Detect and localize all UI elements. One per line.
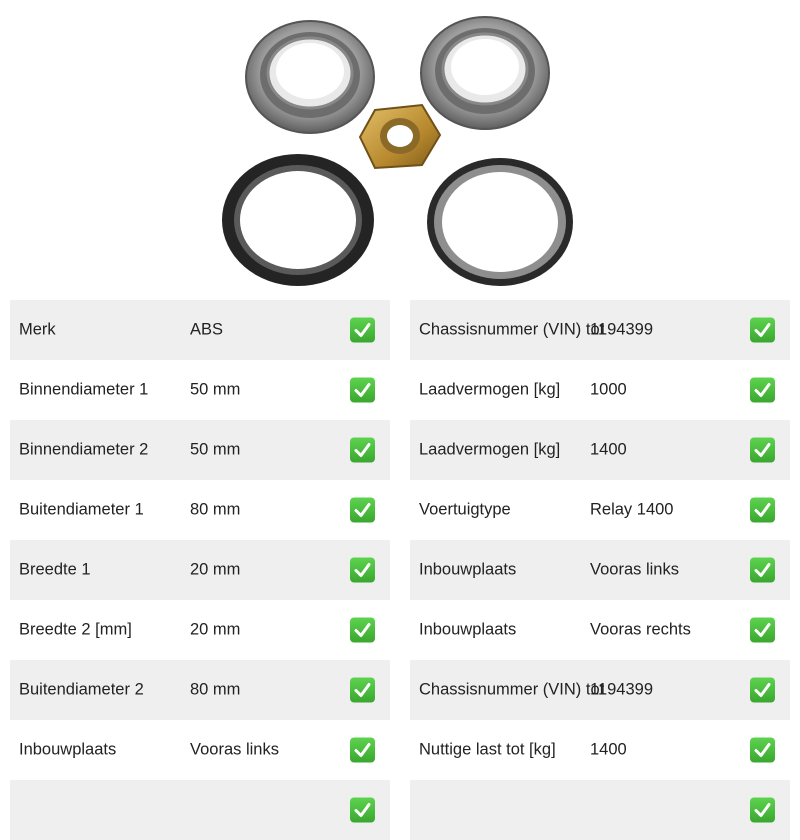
check-icon [350,798,375,823]
seal-left [222,154,374,286]
check-icon [750,558,775,583]
spec-row [410,420,790,480]
check-icon [750,498,775,523]
spec-table-left [10,300,390,840]
check-icon [350,558,375,583]
spec-label: Nuttige last tot [kg] [419,740,556,759]
spec-row [10,600,390,660]
spec-row [10,780,390,840]
check-icon [750,618,775,643]
check-icon [750,738,775,763]
spec-value: Vooras links [190,740,279,759]
check-icon [750,678,775,703]
spec-label: Breedte 2 [mm] [19,620,132,639]
check-icon [350,738,375,763]
spec-row [410,540,790,600]
spec-row [410,360,790,420]
spec-label: Chassisnummer (VIN) tot [419,320,605,339]
spec-row [10,720,390,780]
spec-row [10,540,390,600]
check-icon [350,438,375,463]
seal-right [427,158,573,286]
check-icon [750,318,775,343]
spec-value: 1000 [590,380,627,399]
spec-row [410,780,790,840]
spec-value: Relay 1400 [590,500,674,519]
spec-value: 50 mm [190,380,241,399]
spec-value: 1400 [590,440,627,459]
spec-value: 20 mm [190,560,241,579]
spec-row [10,660,390,720]
bearing-left [246,21,374,133]
product-image [200,5,600,290]
bearing-right [421,17,549,129]
spec-label: Laadvermogen [kg] [419,440,561,459]
spec-value: Vooras rechts [590,620,691,639]
spec-label: Breedte 1 [19,560,91,579]
check-icon [350,498,375,523]
spec-row [410,300,790,360]
spec-row [10,300,390,360]
spec-value: 1194399 [590,320,654,339]
spec-label: Buitendiameter 1 [19,500,144,519]
spec-value: 50 mm [190,440,241,459]
check-icon [350,318,375,343]
spec-row [410,660,790,720]
spec-value: 20 mm [190,620,241,639]
check-icon [350,378,375,403]
check-icon [750,378,775,403]
spec-label: Voertuigtype [419,500,511,519]
spec-value: 80 mm [190,680,241,699]
check-icon [350,618,375,643]
spec-label: Buitendiameter 2 [19,680,144,699]
spec-label: Chassisnummer (VIN) tot [419,680,605,699]
spec-value: 80 mm [190,500,241,519]
spec-label: Laadvermogen [kg] [419,380,561,399]
spec-label: Inbouwplaats [419,620,517,639]
spec-label: Inbouwplaats [19,740,117,759]
spec-value: 1400 [590,740,627,759]
spec-label: Merk [19,320,56,339]
spec-row [410,720,790,780]
spec-value: 1194399 [590,680,654,699]
spec-row [10,360,390,420]
check-icon [750,798,775,823]
spec-row [10,480,390,540]
axle-nut [360,105,440,168]
spec-row [410,600,790,660]
spec-value: ABS [190,320,224,339]
check-icon [750,438,775,463]
check-icon [350,678,375,703]
spec-row [10,420,390,480]
spec-value: Vooras links [590,560,679,579]
spec-label: Binnendiameter 1 [19,380,149,399]
spec-label: Binnendiameter 2 [19,440,149,459]
spec-row [410,480,790,540]
spec-table-right [410,300,790,840]
spec-label: Inbouwplaats [419,560,517,579]
